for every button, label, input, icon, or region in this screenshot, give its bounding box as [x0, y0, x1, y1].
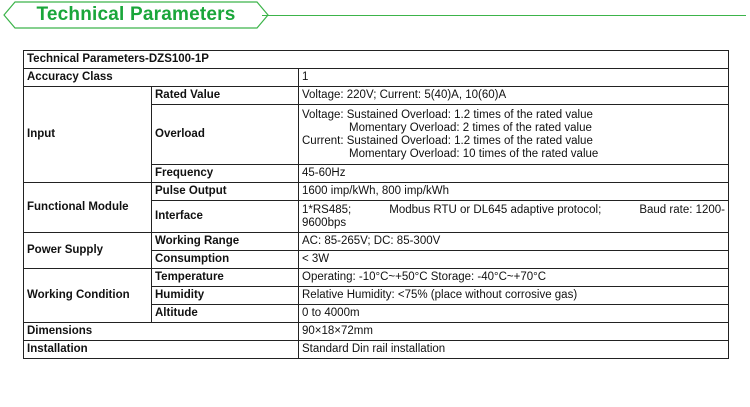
- interface-line-1: [302, 204, 725, 217]
- interface-protocol: Modbus RTU or DL645 adaptive protocol;: [389, 203, 602, 216]
- group-label: Power Supply: [24, 233, 152, 269]
- overload-line: Momentary Overload: 2 times of the rated value: [349, 121, 592, 134]
- row-value: 45-60Hz: [299, 165, 729, 183]
- section-title: Technical Parameters: [36, 4, 236, 25]
- row-label: Overload: [152, 105, 299, 165]
- overload-line: Momentary Overload: 10 times of the rated value: [349, 147, 599, 160]
- table-row: [24, 87, 729, 105]
- group-label: Functional Module: [24, 183, 152, 233]
- row-value: [299, 201, 729, 233]
- overload-line: Current: Sustained Overload: 1.2 times of the rated value: [302, 134, 593, 147]
- row-value: 0 to 4000m: [299, 305, 729, 323]
- row-label: Dimensions: [24, 323, 299, 341]
- row-label: Interface: [152, 201, 299, 233]
- row-value: Voltage: 220V; Current: 5(40)A, 10(60)A: [299, 87, 729, 105]
- row-value: 90×18×72mm: [299, 323, 729, 341]
- row-label: Altitude: [152, 305, 299, 323]
- table-title-row: [24, 51, 729, 69]
- interface-baud: Baud rate: 1200-: [639, 203, 726, 216]
- group-label: Working Condition: [24, 269, 152, 323]
- row-value: 1600 imp/kWh, 800 imp/kWh: [299, 183, 729, 201]
- section-header: [3, 1, 269, 29]
- row-label: Temperature: [152, 269, 299, 287]
- table-row: [24, 269, 729, 287]
- row-label: Pulse Output: [152, 183, 299, 201]
- row-label: Working Range: [152, 233, 299, 251]
- interface-port: 1*RS485;: [302, 203, 352, 216]
- row-label: Installation: [24, 341, 299, 359]
- row-value: Relative Humidity: <75% (place without corrosive gas): [299, 287, 729, 305]
- row-value: AC: 85-265V; DC: 85-300V: [299, 233, 729, 251]
- table-row: [24, 341, 729, 359]
- table-row: [24, 183, 729, 201]
- header-rule: [262, 15, 746, 16]
- row-value: < 3W: [299, 251, 729, 269]
- row-label: Humidity: [152, 287, 299, 305]
- row-value: Operating: -10°C~+50°C Storage: -40°C~+70°C: [299, 269, 729, 287]
- row-label: Consumption: [152, 251, 299, 269]
- row-label: Rated Value: [152, 87, 299, 105]
- row-label: Frequency: [152, 165, 299, 183]
- table-title: Technical Parameters-DZS100-1P: [24, 51, 729, 69]
- row-value: Standard Din rail installation: [299, 341, 729, 359]
- table-row: [24, 233, 729, 251]
- interface-line-2: 9600bps: [302, 216, 347, 229]
- row-value: [299, 105, 729, 165]
- overload-line: Voltage: Sustained Overload: 1.2 times of the rated value: [302, 108, 593, 121]
- spec-table: [23, 50, 729, 359]
- row-label: Accuracy Class: [24, 69, 299, 87]
- table-row: [24, 323, 729, 341]
- group-label: Input: [24, 87, 152, 183]
- table-row: [24, 69, 729, 87]
- row-value: 1: [299, 69, 729, 87]
